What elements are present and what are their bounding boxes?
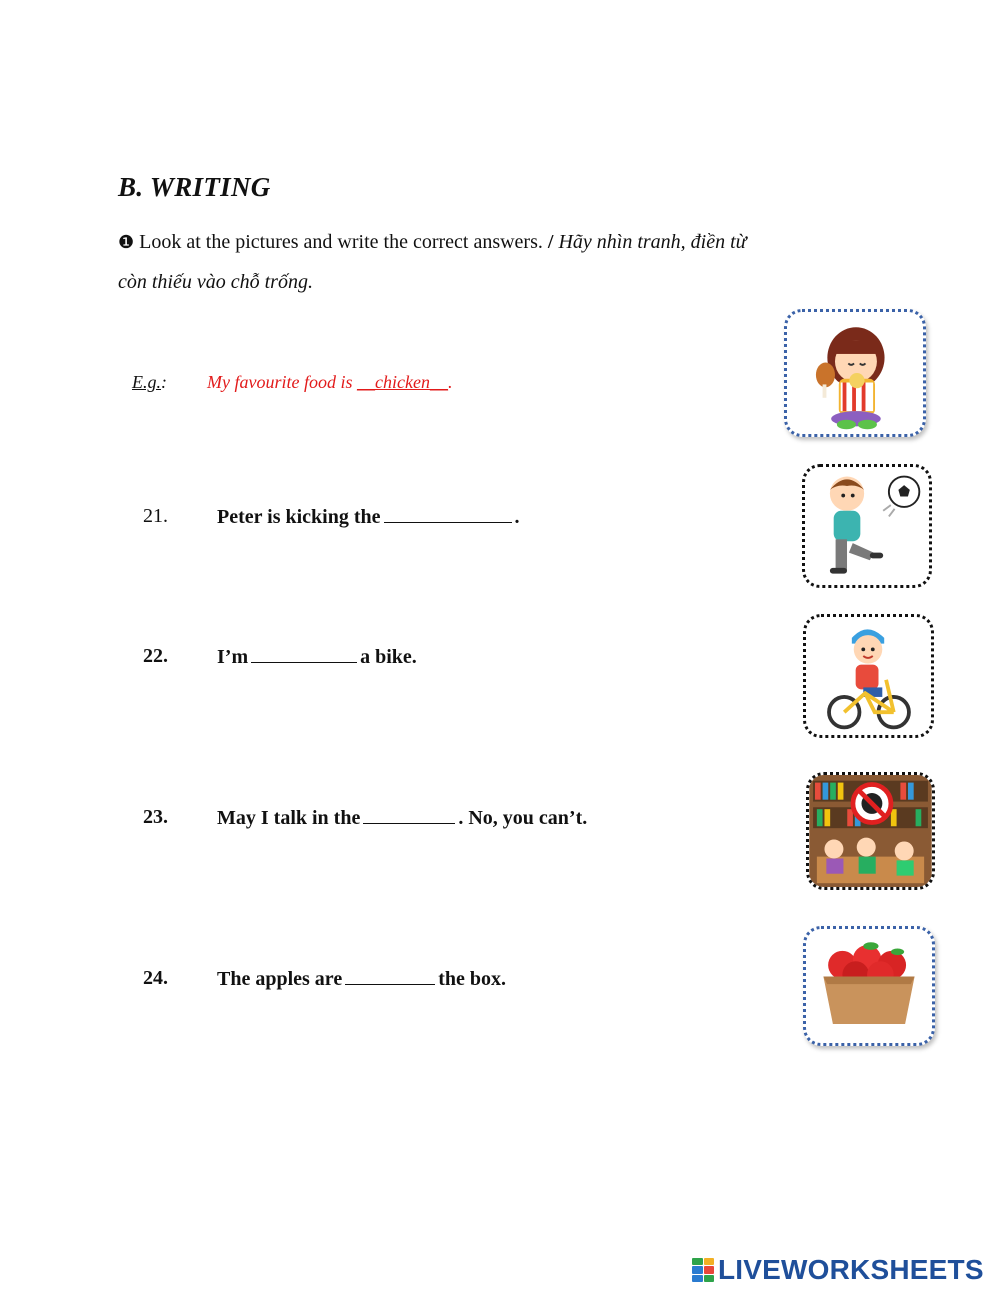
boy-kicking-ball-icon	[805, 467, 929, 585]
question-text-end: the box.	[438, 968, 506, 990]
picture-boy-riding-bike	[803, 614, 934, 738]
answer-blank-24[interactable]	[345, 967, 435, 985]
example-answer: __chicken__	[356, 372, 448, 392]
question-23	[217, 806, 587, 830]
instruction-separator: /	[547, 231, 554, 253]
question-number: 24.	[143, 967, 168, 989]
question-number: 23.	[143, 806, 168, 828]
brand-name: LIVEWORKSHEETS	[718, 1254, 984, 1285]
question-22	[217, 645, 417, 669]
question-24	[217, 967, 506, 991]
question-text: The apples are	[217, 968, 343, 990]
question-text: May I talk in the	[217, 807, 361, 829]
picture-girl-eating-chicken	[784, 309, 926, 437]
example-end: .	[447, 372, 453, 392]
girl-eating-icon	[787, 312, 923, 434]
picture-boy-kicking-ball	[802, 464, 932, 588]
apples-in-box-icon	[806, 929, 932, 1043]
question-text-end: a bike.	[360, 646, 417, 668]
picture-library-no-talking	[806, 772, 935, 890]
question-number: 21.	[143, 505, 168, 527]
instruction-vietnamese-2: còn thiếu vào chỗ trống.	[118, 271, 313, 293]
instruction-vietnamese-1: Hãy nhìn tranh, điền từ	[558, 231, 747, 253]
section-title: B. WRITING	[118, 172, 271, 202]
example-label: E.g.	[132, 372, 161, 392]
example-sentence	[207, 372, 452, 393]
answer-blank-21[interactable]	[384, 505, 512, 523]
example-text: My favourite food is	[207, 372, 357, 392]
question-text-end: . No, you can’t.	[458, 807, 588, 829]
boy-riding-bike-icon	[806, 617, 931, 735]
liveworksheets-logo-icon	[692, 1258, 714, 1282]
instruction-english: Look at the pictures and write the correct answers.	[139, 231, 543, 253]
question-21	[217, 505, 520, 529]
question-text: I’m	[217, 646, 249, 668]
example-colon: :	[161, 372, 167, 392]
numbered-bullet-icon: ❶	[118, 232, 135, 252]
question-text-end: .	[514, 506, 520, 528]
instruction	[118, 222, 858, 302]
liveworksheets-logo[interactable]	[692, 1254, 984, 1286]
picture-apples-in-box	[803, 926, 935, 1046]
question-number: 22.	[143, 645, 168, 667]
answer-blank-23[interactable]	[363, 806, 455, 824]
library-no-talking-icon	[809, 775, 932, 887]
answer-blank-22[interactable]	[251, 645, 357, 663]
question-text: Peter is kicking the	[217, 506, 381, 528]
